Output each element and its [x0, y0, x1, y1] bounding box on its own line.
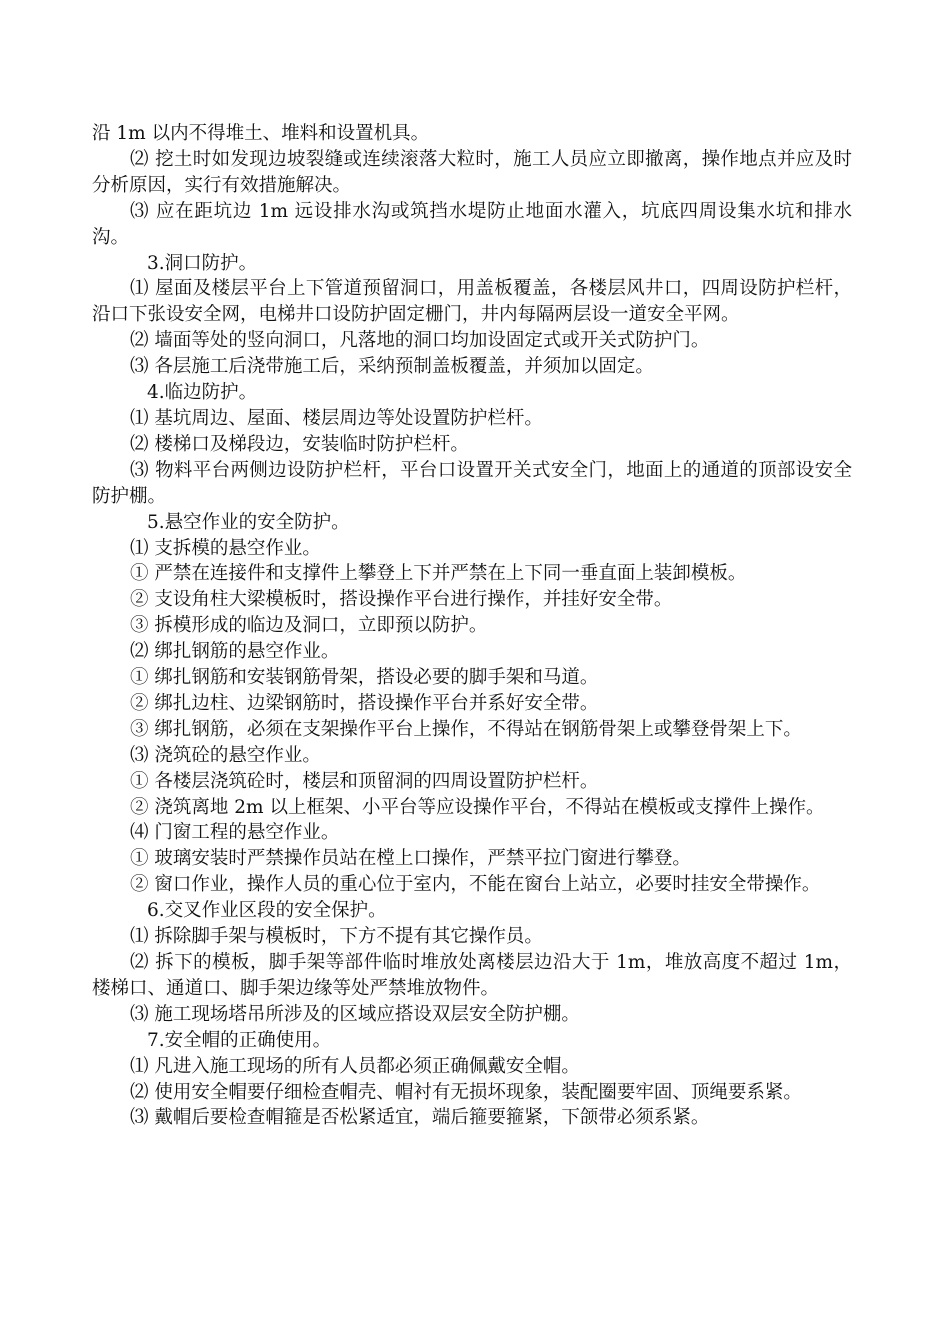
paragraph: ⑵ 挖土时如发现边坡裂缝或连续滚落大粒时，施工人员应立即撤离，操作地点并应及时分析原因，实行有效措施解决。: [92, 148, 852, 196]
paragraph: ⑵ 墙面等处的竖向洞口，凡落地的洞口均加设固定式或开关式防护门。: [130, 330, 710, 352]
paragraph: ⑶ 浇筑砼的悬空作业。: [130, 744, 321, 766]
paragraph: ⑶ 戴帽后要检查帽箍是否松紧适宜，端后箍要箍紧，下颌带必须系紧。: [130, 1107, 710, 1129]
paragraph: ② 支设角柱大梁模板时，搭设操作平台进行操作，并挂好安全带。: [130, 589, 673, 611]
paragraph: ① 各楼层浇筑砼时，楼层和顶留洞的四周设置防护栏杆。: [130, 770, 599, 792]
paragraph: ⑴ 基坑周边、屋面、楼层周边等处设置防护栏杆。: [130, 407, 543, 429]
paragraph: ⑶ 各层施工后浇带施工后，采纳预制盖板覆盖，并须加以固定。: [130, 356, 654, 378]
paragraph: ① 绑扎钢筋和安装钢筋骨架，搭设必要的脚手架和马道。: [130, 667, 599, 689]
paragraph: ⑴ 凡进入施工现场的所有人员都必须正确佩戴安全帽。: [130, 1055, 580, 1077]
paragraph: ① 玻璃安装时严禁操作员站在樘上口操作，严禁平拉门窗进行攀登。: [130, 848, 691, 870]
paragraph: ⑵ 拆下的模板，脚手架等部件临时堆放处离楼层边沿大于 1m，堆放高度不超过 1m，楼梯口、通道口、脚手架边缘等处严禁堆放物件。: [92, 952, 852, 999]
paragraph: ⑶ 应在距坑边 1m 远设排水沟或筑挡水堤防止地面水灌入，坑底四周设集水坑和排水沟。: [92, 200, 852, 248]
paragraph: ① 严禁在连接件和支撑件上攀登上下并严禁在上下同一垂直面上装卸模板。: [130, 563, 747, 585]
paragraph: 沿 1m 以内不得堆土、堆料和设置机具。: [92, 123, 430, 144]
paragraph: 6.交叉作业区段的安全保护。: [147, 900, 387, 922]
paragraph: ⑴ 支拆模的悬空作业。: [130, 537, 321, 559]
paragraph: 4.临边防护。: [147, 382, 258, 404]
paragraph: ⑶ 物料平台两侧边设防护栏杆，平台口设置开关式安全门，地面上的通道的顶部设安全防护棚。: [92, 459, 852, 507]
paragraph: 7.安全帽的正确使用。: [147, 1029, 332, 1051]
paragraph: ⑵ 楼梯口及梯段边，安装临时防护栏杆。: [130, 433, 469, 455]
document-body: [92, 121, 852, 1131]
paragraph: ③ 绑扎钢筋，必须在支架操作平台上操作，不得站在钢筋骨架上或攀登骨架上下。: [130, 718, 802, 740]
paragraph: 3.洞口防护。: [147, 252, 258, 274]
paragraph: ⑶ 施工现场塔吊所涉及的区域应搭设双层安全防护棚。: [130, 1003, 580, 1025]
paragraph: ⑵ 绑扎钢筋的悬空作业。: [130, 641, 340, 663]
paragraph: ⑴ 屋面及楼层平台上下管道预留洞口，用盖板覆盖，各楼层风井口，四周设防护栏杆，沿口下张设安全网，电梯井口设防护固定栅门，井内每隔两层设一道安全平网。: [92, 278, 852, 326]
paragraph: ⑵ 使用安全帽要仔细检查帽壳、帽衬有无损坏现象，装配圈要牢固、顶绳要系紧。: [130, 1081, 802, 1103]
paragraph: 5.悬空作业的安全防护。: [147, 511, 350, 533]
paragraph: ⑴ 拆除脚手架与模板时，下方不提有其它操作员。: [130, 926, 543, 948]
paragraph: ② 浇筑离地 2m 以上框架、小平台等应设操作平台，不得站在模板或支撑件上操作。: [130, 796, 825, 818]
paragraph: ⑷ 门窗工程的悬空作业。: [130, 822, 340, 844]
paragraph: ③ 拆模形成的临边及洞口，立即预以防护。: [130, 615, 488, 637]
paragraph: ② 窗口作业，操作人员的重心位于室内，不能在窗台上站立，必要时挂安全带操作。: [130, 874, 821, 896]
paragraph: ② 绑扎边柱、边梁钢筋时，搭设操作平台并系好安全带。: [130, 692, 599, 714]
